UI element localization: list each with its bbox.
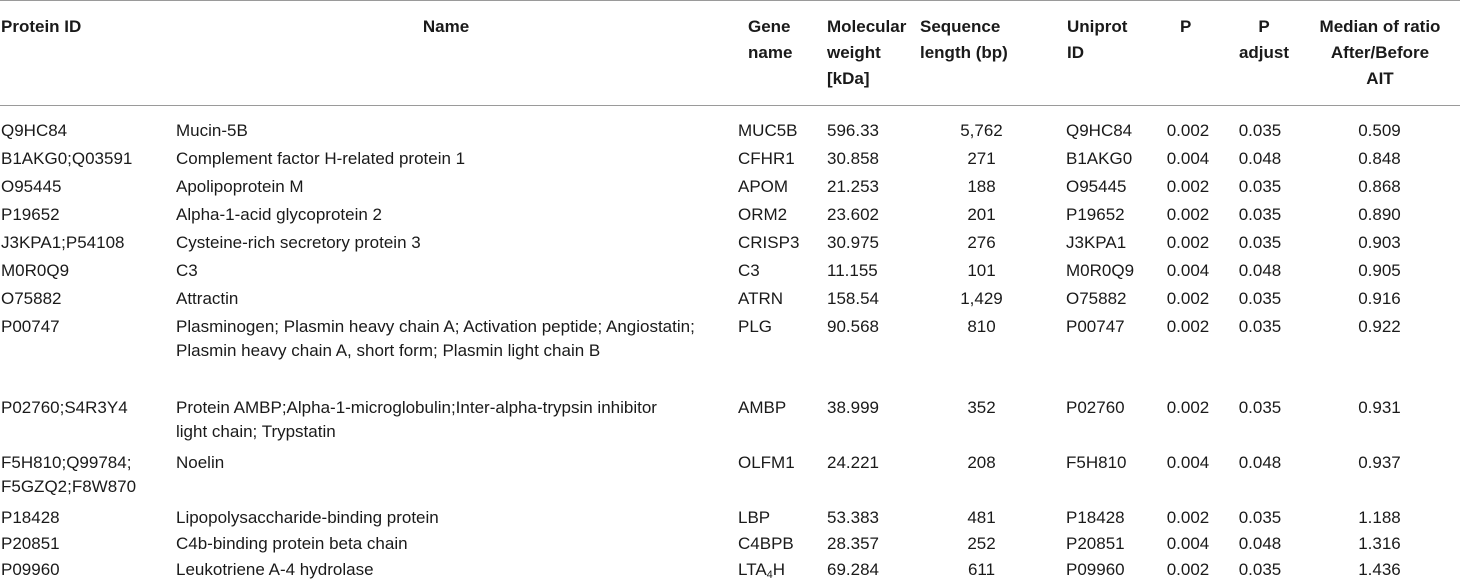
cell-padj: 0.035 — [1238, 508, 1282, 527]
gene-subscript: 4 — [766, 569, 773, 581]
cell-protein-id: P18428 — [1, 508, 60, 527]
cell-p: 0.002 — [1166, 560, 1210, 579]
cell-ratio: 0.931 — [1358, 398, 1401, 417]
cell-protein-id: M0R0Q9 — [1, 261, 70, 280]
cell-p: 0.002 — [1166, 177, 1210, 196]
cell-ratio: 0.903 — [1358, 233, 1401, 252]
cell-gene: APOM — [738, 177, 789, 196]
cell-ratio: 0.937 — [1358, 453, 1401, 472]
cell-padj: 0.035 — [1238, 177, 1282, 196]
cell-name: Alpha-1-acid glycoprotein 2 — [176, 205, 383, 224]
header-molecular-weight — [827, 14, 906, 92]
cell-gene: LBP — [738, 508, 771, 527]
cell-uniprot: P09960 — [1066, 560, 1125, 579]
cell-p: 0.004 — [1166, 149, 1210, 168]
cell-uniprot: F5H810 — [1066, 453, 1127, 472]
cell-gene: C4BPB — [738, 534, 794, 553]
cell-padj: 0.035 — [1238, 317, 1282, 336]
cell-uniprot: P20851 — [1066, 534, 1125, 553]
cell-padj: 0.035 — [1238, 289, 1282, 308]
gene-base: LTA — [738, 560, 767, 579]
cell-mw: 38.999 — [827, 398, 879, 417]
cell-mw: 21.253 — [827, 177, 879, 196]
cell-protein-id: O75882 — [1, 289, 62, 308]
header-median-ratio — [1300, 14, 1460, 92]
cell-p: 0.002 — [1166, 205, 1210, 224]
cell-p: 0.002 — [1166, 398, 1210, 417]
cell-padj: 0.035 — [1238, 205, 1282, 224]
cell-uniprot: O75882 — [1066, 289, 1127, 308]
cell-name: Mucin-5B — [176, 121, 248, 140]
cell-ratio: 0.905 — [1358, 261, 1401, 280]
cell-mw: 90.568 — [827, 317, 879, 336]
cell-uniprot: M0R0Q9 — [1066, 261, 1135, 280]
cell-mw: 30.975 — [827, 233, 879, 252]
cell-ratio: 0.916 — [1358, 289, 1401, 308]
cell-seq: 5,762 — [960, 121, 1003, 140]
cell-uniprot: P18428 — [1066, 508, 1125, 527]
cell-protein-id: B1AKG0;Q03591 — [1, 149, 133, 168]
cell-p: 0.002 — [1166, 121, 1210, 140]
cell-protein-id-line2: F5GZQ2;F8W870 — [1, 477, 137, 496]
cell-gene: PLG — [738, 317, 773, 336]
cell-name: Leukotriene A-4 hydrolase — [176, 560, 374, 579]
cell-mw: 23.602 — [827, 205, 879, 224]
cell-padj: 0.048 — [1238, 149, 1282, 168]
cell-name: C3 — [176, 261, 198, 280]
cell-mw: 596.33 — [827, 121, 879, 140]
cell-ratio: 0.922 — [1358, 317, 1401, 336]
header-bottom-rule — [0, 105, 1460, 106]
cell-p: 0.002 — [1166, 289, 1210, 308]
header-p-adjust — [1236, 14, 1292, 66]
cell-gene: CFHR1 — [738, 149, 795, 168]
cell-mw: 24.221 — [827, 453, 879, 472]
cell-name: Protein AMBP;Alpha-1-microglobulin;Inter-alpha-trypsin inhibitor light chain; Trypstatin — [176, 398, 657, 441]
header-gene-line2: name — [748, 43, 793, 62]
cell-protein-id-line1: F5H810;Q99784; — [1, 453, 132, 472]
cell-seq: 276 — [967, 233, 996, 252]
cell-p: 0.004 — [1166, 261, 1210, 280]
cell-ratio: 0.848 — [1358, 149, 1401, 168]
cell-name: Complement factor H-related protein 1 — [176, 149, 466, 168]
cell-protein-id: P09960 — [1, 560, 60, 579]
cell-p: 0.004 — [1166, 534, 1210, 553]
cell-uniprot: O95445 — [1066, 177, 1127, 196]
header-uniprot-id — [1067, 14, 1147, 66]
cell-seq: 252 — [967, 534, 996, 553]
cell-protein-id: J3KPA1;P54108 — [1, 233, 125, 252]
cell-padj: 0.035 — [1238, 121, 1282, 140]
cell-mw: 53.383 — [827, 508, 879, 527]
cell-seq: 1,429 — [960, 289, 1003, 308]
header-seq-line1: Sequence — [920, 17, 1001, 36]
cell-padj: 0.035 — [1238, 560, 1282, 579]
cell-ratio: 1.436 — [1358, 560, 1401, 579]
cell-protein-id: P19652 — [1, 205, 60, 224]
cell-name: Attractin — [176, 289, 239, 308]
header-seq-line2: length (bp) — [920, 43, 1008, 62]
header-mw-line1: Molecular — [827, 17, 907, 36]
cell-gene: ATRN — [738, 289, 784, 308]
cell-gene: C3 — [738, 261, 760, 280]
cell-mw: 28.357 — [827, 534, 879, 553]
cell-name: Apolipoprotein M — [176, 177, 304, 196]
cell-uniprot: J3KPA1 — [1066, 233, 1127, 252]
cell-ratio: 0.868 — [1358, 177, 1401, 196]
header-p: P — [1180, 17, 1192, 36]
header-mw-line3: [kDa] — [827, 69, 870, 88]
cell-protein-id: P02760;S4R3Y4 — [1, 398, 128, 417]
cell-uniprot: B1AKG0 — [1066, 149, 1133, 168]
header-padj-line1: P — [1258, 17, 1270, 36]
cell-padj: 0.048 — [1238, 534, 1282, 553]
cell-mw: 158.54 — [827, 289, 879, 308]
cell-uniprot: P02760 — [1066, 398, 1125, 417]
cell-name: C4b-binding protein beta chain — [176, 534, 408, 553]
cell-padj: 0.035 — [1238, 233, 1282, 252]
cell-gene: MUC5B — [738, 121, 798, 140]
header-mw-line2: weight — [827, 43, 881, 62]
cell-padj: 0.048 — [1238, 453, 1282, 472]
cell-uniprot: Q9HC84 — [1066, 121, 1133, 140]
cell-mw: 11.155 — [827, 261, 878, 280]
cell-p: 0.002 — [1166, 317, 1210, 336]
cell-padj: 0.035 — [1238, 398, 1282, 417]
header-gene-name — [748, 14, 792, 66]
cell-mw: 30.858 — [827, 149, 879, 168]
cell-seq: 611 — [967, 560, 996, 579]
cell-ratio: 0.890 — [1358, 205, 1401, 224]
cell-protein-id: Q9HC84 — [1, 121, 68, 140]
gene-suffix: H — [772, 560, 786, 579]
cell-p: 0.004 — [1166, 453, 1210, 472]
cell-ratio: 1.188 — [1358, 508, 1401, 527]
cell-seq: 810 — [967, 317, 996, 336]
header-ratio-line1: Median of ratio — [1319, 17, 1441, 36]
cell-seq: 101 — [967, 261, 996, 280]
header-sequence-length — [920, 14, 1008, 66]
cell-gene: ORM2 — [738, 205, 788, 224]
cell-uniprot: P19652 — [1066, 205, 1125, 224]
cell-gene: AMBP — [738, 398, 787, 417]
header-ratio-line2: After/Before — [1330, 43, 1430, 62]
cell-ratio: 1.316 — [1358, 534, 1401, 553]
cell-name: Plasminogen; Plasmin heavy chain A; Activation peptide; Angiostatin; Plasmin heavy chain A, short form; Plasmin light chain B — [176, 317, 695, 360]
cell-seq: 271 — [967, 149, 996, 168]
cell-gene — [738, 558, 818, 587]
header-ratio-line3: AIT — [1366, 69, 1394, 88]
table-header — [0, 0, 1460, 105]
header-uniprot-line2: ID — [1067, 43, 1084, 62]
cell-seq: 208 — [967, 453, 996, 472]
cell-p: 0.002 — [1166, 233, 1210, 252]
cell-protein-id: O95445 — [1, 177, 62, 196]
header-name: Name — [422, 17, 470, 36]
cell-gene: OLFM1 — [738, 453, 795, 472]
cell-seq: 481 — [967, 508, 996, 527]
cell-protein-id — [1, 451, 167, 499]
header-padj-line2: adjust — [1238, 43, 1290, 62]
cell-p: 0.002 — [1166, 508, 1210, 527]
cell-seq: 201 — [967, 205, 996, 224]
cell-padj: 0.048 — [1238, 261, 1282, 280]
cell-seq: 352 — [967, 398, 996, 417]
cell-mw: 69.284 — [827, 560, 879, 579]
cell-uniprot: P00747 — [1066, 317, 1125, 336]
header-protein-id: Protein ID — [1, 17, 82, 36]
cell-ratio: 0.509 — [1358, 121, 1401, 140]
cell-name: Cysteine-rich secretory protein 3 — [176, 233, 421, 252]
header-gene-line1: Gene — [748, 17, 791, 36]
cell-gene: CRISP3 — [738, 233, 800, 252]
header-uniprot-line1: Uniprot — [1067, 17, 1128, 36]
cell-name: Noelin — [176, 453, 225, 472]
cell-protein-id: P20851 — [1, 534, 60, 553]
cell-protein-id: P00747 — [1, 317, 60, 336]
cell-name: Lipopolysaccharide-binding protein — [176, 508, 439, 527]
cell-seq: 188 — [967, 177, 996, 196]
